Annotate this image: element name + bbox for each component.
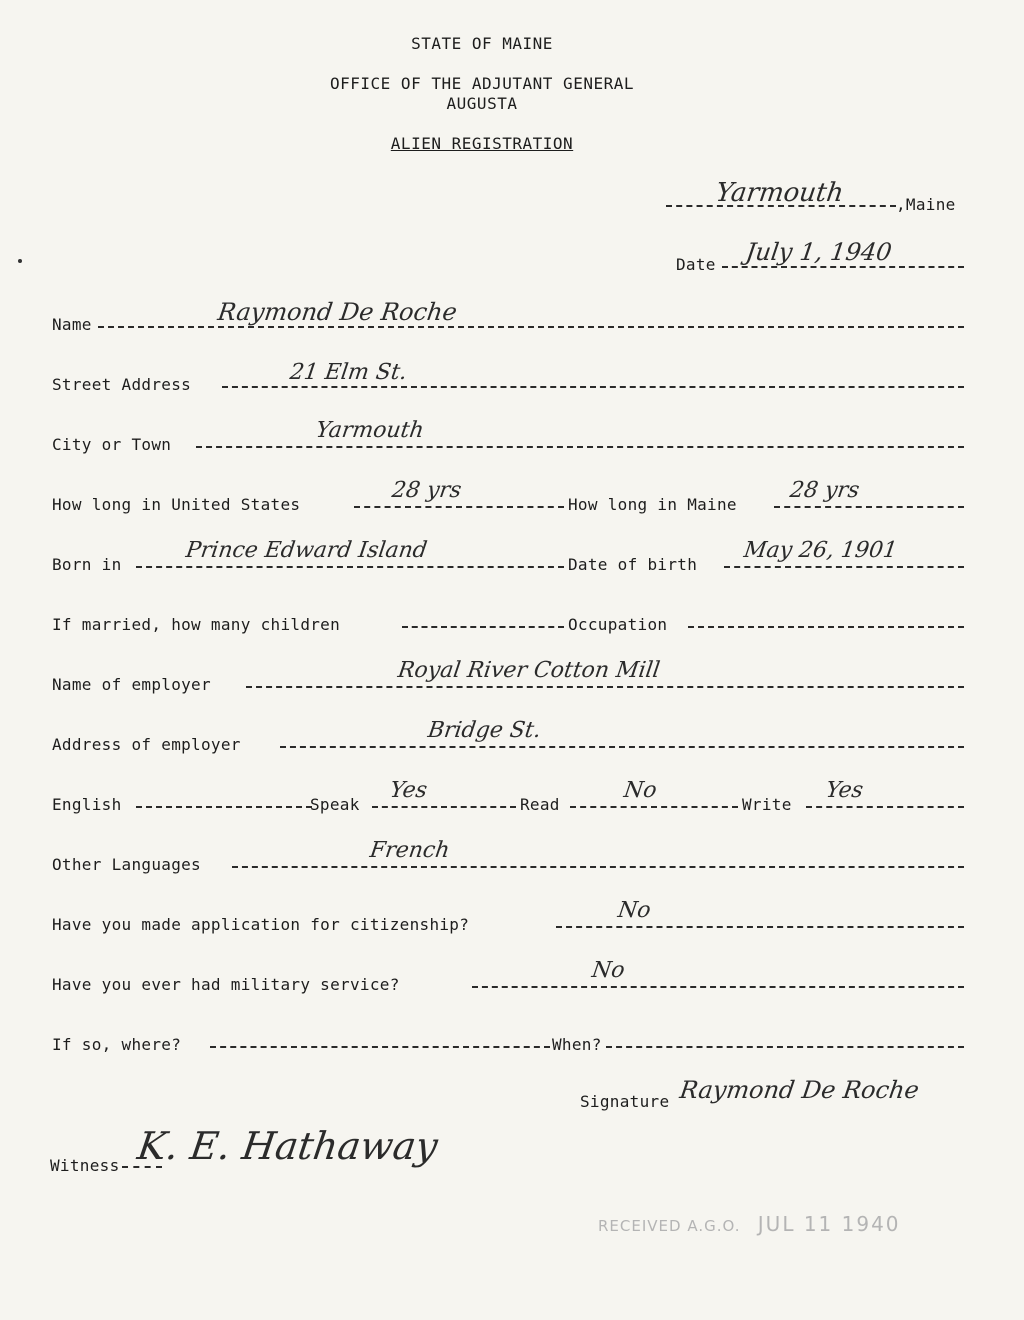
- citizenship-line: [556, 926, 964, 928]
- name-label: Name: [52, 315, 92, 334]
- born-in-value: Prince Edward Island: [184, 538, 429, 563]
- where-line: [210, 1046, 550, 1048]
- occupation-label: Occupation: [568, 615, 668, 634]
- write-value: Yes: [824, 778, 865, 803]
- birth-date-label: Date of birth: [568, 555, 698, 574]
- speak-line: [372, 806, 516, 808]
- street-line: [222, 386, 964, 388]
- us-years-value: 28 yrs: [390, 478, 463, 503]
- read-value: No: [622, 778, 659, 803]
- military-value: No: [590, 958, 627, 983]
- write-label: Write: [742, 795, 792, 814]
- employer-address-value: Bridge St.: [426, 718, 543, 743]
- employer-address-label: Address of employer: [52, 735, 241, 754]
- city-label: City or Town: [52, 435, 172, 454]
- header-office: OFFICE OF THE ADJUTANT GENERAL: [330, 74, 634, 93]
- street-label: Street Address: [52, 375, 192, 394]
- employer-address-line: [280, 746, 964, 748]
- military-label: Have you ever had military service?: [52, 975, 400, 994]
- signature-value: Raymond De Roche: [678, 1076, 921, 1104]
- name-value: Raymond De Roche: [216, 298, 459, 326]
- other-languages-line: [232, 866, 964, 868]
- born-in-label: Born in: [52, 555, 122, 574]
- children-label: If married, how many children: [52, 615, 341, 634]
- employer-value: Royal River Cotton Mill: [396, 658, 662, 683]
- english-label: English: [52, 795, 122, 814]
- maine-years-label: How long in Maine: [568, 495, 737, 514]
- other-languages-label: Other Languages: [52, 855, 201, 874]
- date-label: Date: [676, 255, 716, 274]
- city-value: Yarmouth: [314, 418, 426, 443]
- read-line: [570, 806, 738, 808]
- speak-value: Yes: [388, 778, 429, 803]
- employer-line: [246, 686, 964, 688]
- name-line: [98, 326, 964, 328]
- header-state: STATE OF MAINE: [411, 34, 553, 53]
- read-label: Read: [520, 795, 560, 814]
- maine-years-value: 28 yrs: [788, 478, 861, 503]
- maine-years-line: [774, 506, 964, 508]
- citizenship-value: No: [616, 898, 653, 923]
- signature-label: Signature: [580, 1092, 670, 1111]
- stamp-received-text: RECEIVED A.G.O.: [598, 1217, 741, 1235]
- date-line: [722, 266, 964, 268]
- stamp-date: JUL 11 1940: [757, 1212, 901, 1236]
- when-label: When?: [552, 1035, 602, 1054]
- occupation-line: [688, 626, 964, 628]
- form-title: ALIEN REGISTRATION: [390, 134, 574, 153]
- write-line: [806, 806, 964, 808]
- city-line: [196, 446, 964, 448]
- witness-label: Witness: [50, 1156, 120, 1175]
- speak-label: Speak: [310, 795, 360, 814]
- citizenship-label: Have you made application for citizenship?: [52, 915, 470, 934]
- witness-value: K. E. Hathaway: [134, 1124, 441, 1168]
- header-city: AUGUSTA: [446, 94, 518, 113]
- stray-mark: [18, 259, 22, 263]
- us-years-line: [354, 506, 564, 508]
- born-in-line: [136, 566, 564, 568]
- english-line: [136, 806, 312, 808]
- employer-label: Name of employer: [52, 675, 211, 694]
- maine-label: ,Maine: [896, 195, 956, 214]
- children-line: [402, 626, 564, 628]
- where-label: If so, where?: [52, 1035, 182, 1054]
- received-stamp: [598, 1212, 901, 1236]
- us-years-label: How long in United States: [52, 495, 301, 514]
- town-value: Yarmouth: [713, 178, 846, 208]
- other-languages-value: French: [368, 838, 452, 863]
- military-line: [472, 986, 964, 988]
- birth-date-value: May 26, 1901: [742, 538, 899, 563]
- when-line: [606, 1046, 964, 1048]
- street-value: 21 Elm St.: [288, 360, 409, 385]
- birth-date-line: [724, 566, 964, 568]
- date-value: July 1, 1940: [744, 238, 894, 266]
